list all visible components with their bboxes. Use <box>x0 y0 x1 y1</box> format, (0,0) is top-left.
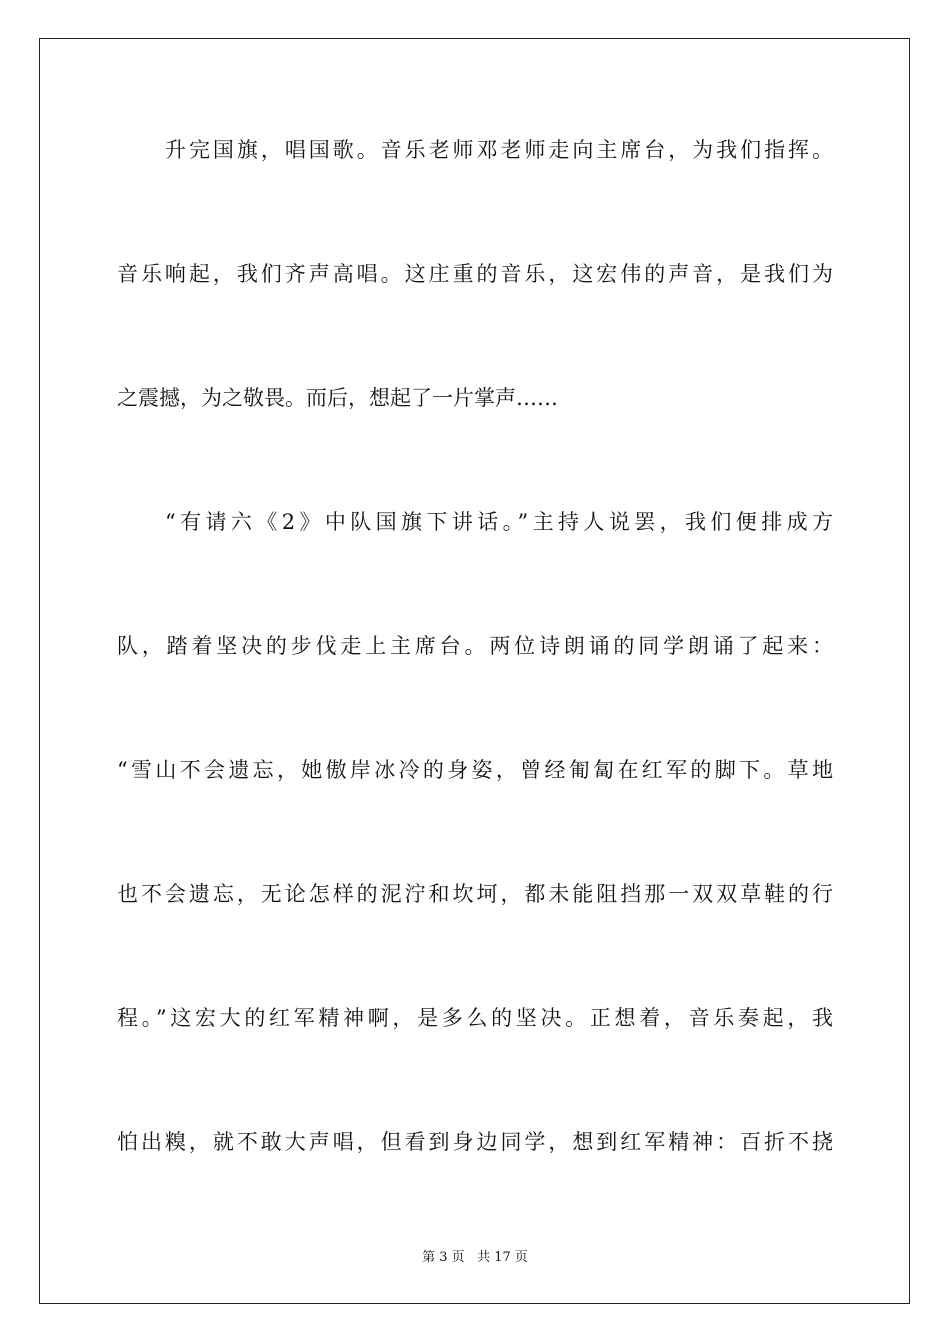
page-total: 共 17 页 <box>477 1250 528 1265</box>
text-line: 之震撼，为之敬畏。而后，想起了一片掌声…… <box>117 386 558 410</box>
text-line: “雪山不会遗忘，她傲岸冰冷的身姿，曾经匍匐在红军的脚下。草地 <box>117 758 833 782</box>
text-line: “有请六《2》中队国旗下讲话。”主持人说罢，我们便排成方 <box>165 510 833 534</box>
text-line: 升完国旗，唱国歌。音乐老师邓老师走向主席台，为我们指挥。 <box>165 138 833 162</box>
page-frame <box>39 38 910 1304</box>
text-line: 程。”这宏大的红军精神啊，是多么的坚决。正想着，音乐奏起，我 <box>117 1006 833 1030</box>
text-line: 队，踏着坚决的步伐走上主席台。两位诗朗诵的同学朗诵了起来： <box>117 634 833 658</box>
text-line: 音乐响起，我们齐声高唱。这庄重的音乐，这宏伟的声音，是我们为 <box>117 262 833 286</box>
page-footer <box>0 1246 950 1265</box>
text-line: 也不会遗忘，无论怎样的泥泞和坎坷，都未能阻挡那一双双草鞋的行 <box>117 882 833 906</box>
page-number: 第 3 页 <box>422 1250 465 1265</box>
text-line: 怕出糗，就不敢大声唱，但看到身边同学，想到红军精神：百折不挠 <box>117 1130 833 1154</box>
